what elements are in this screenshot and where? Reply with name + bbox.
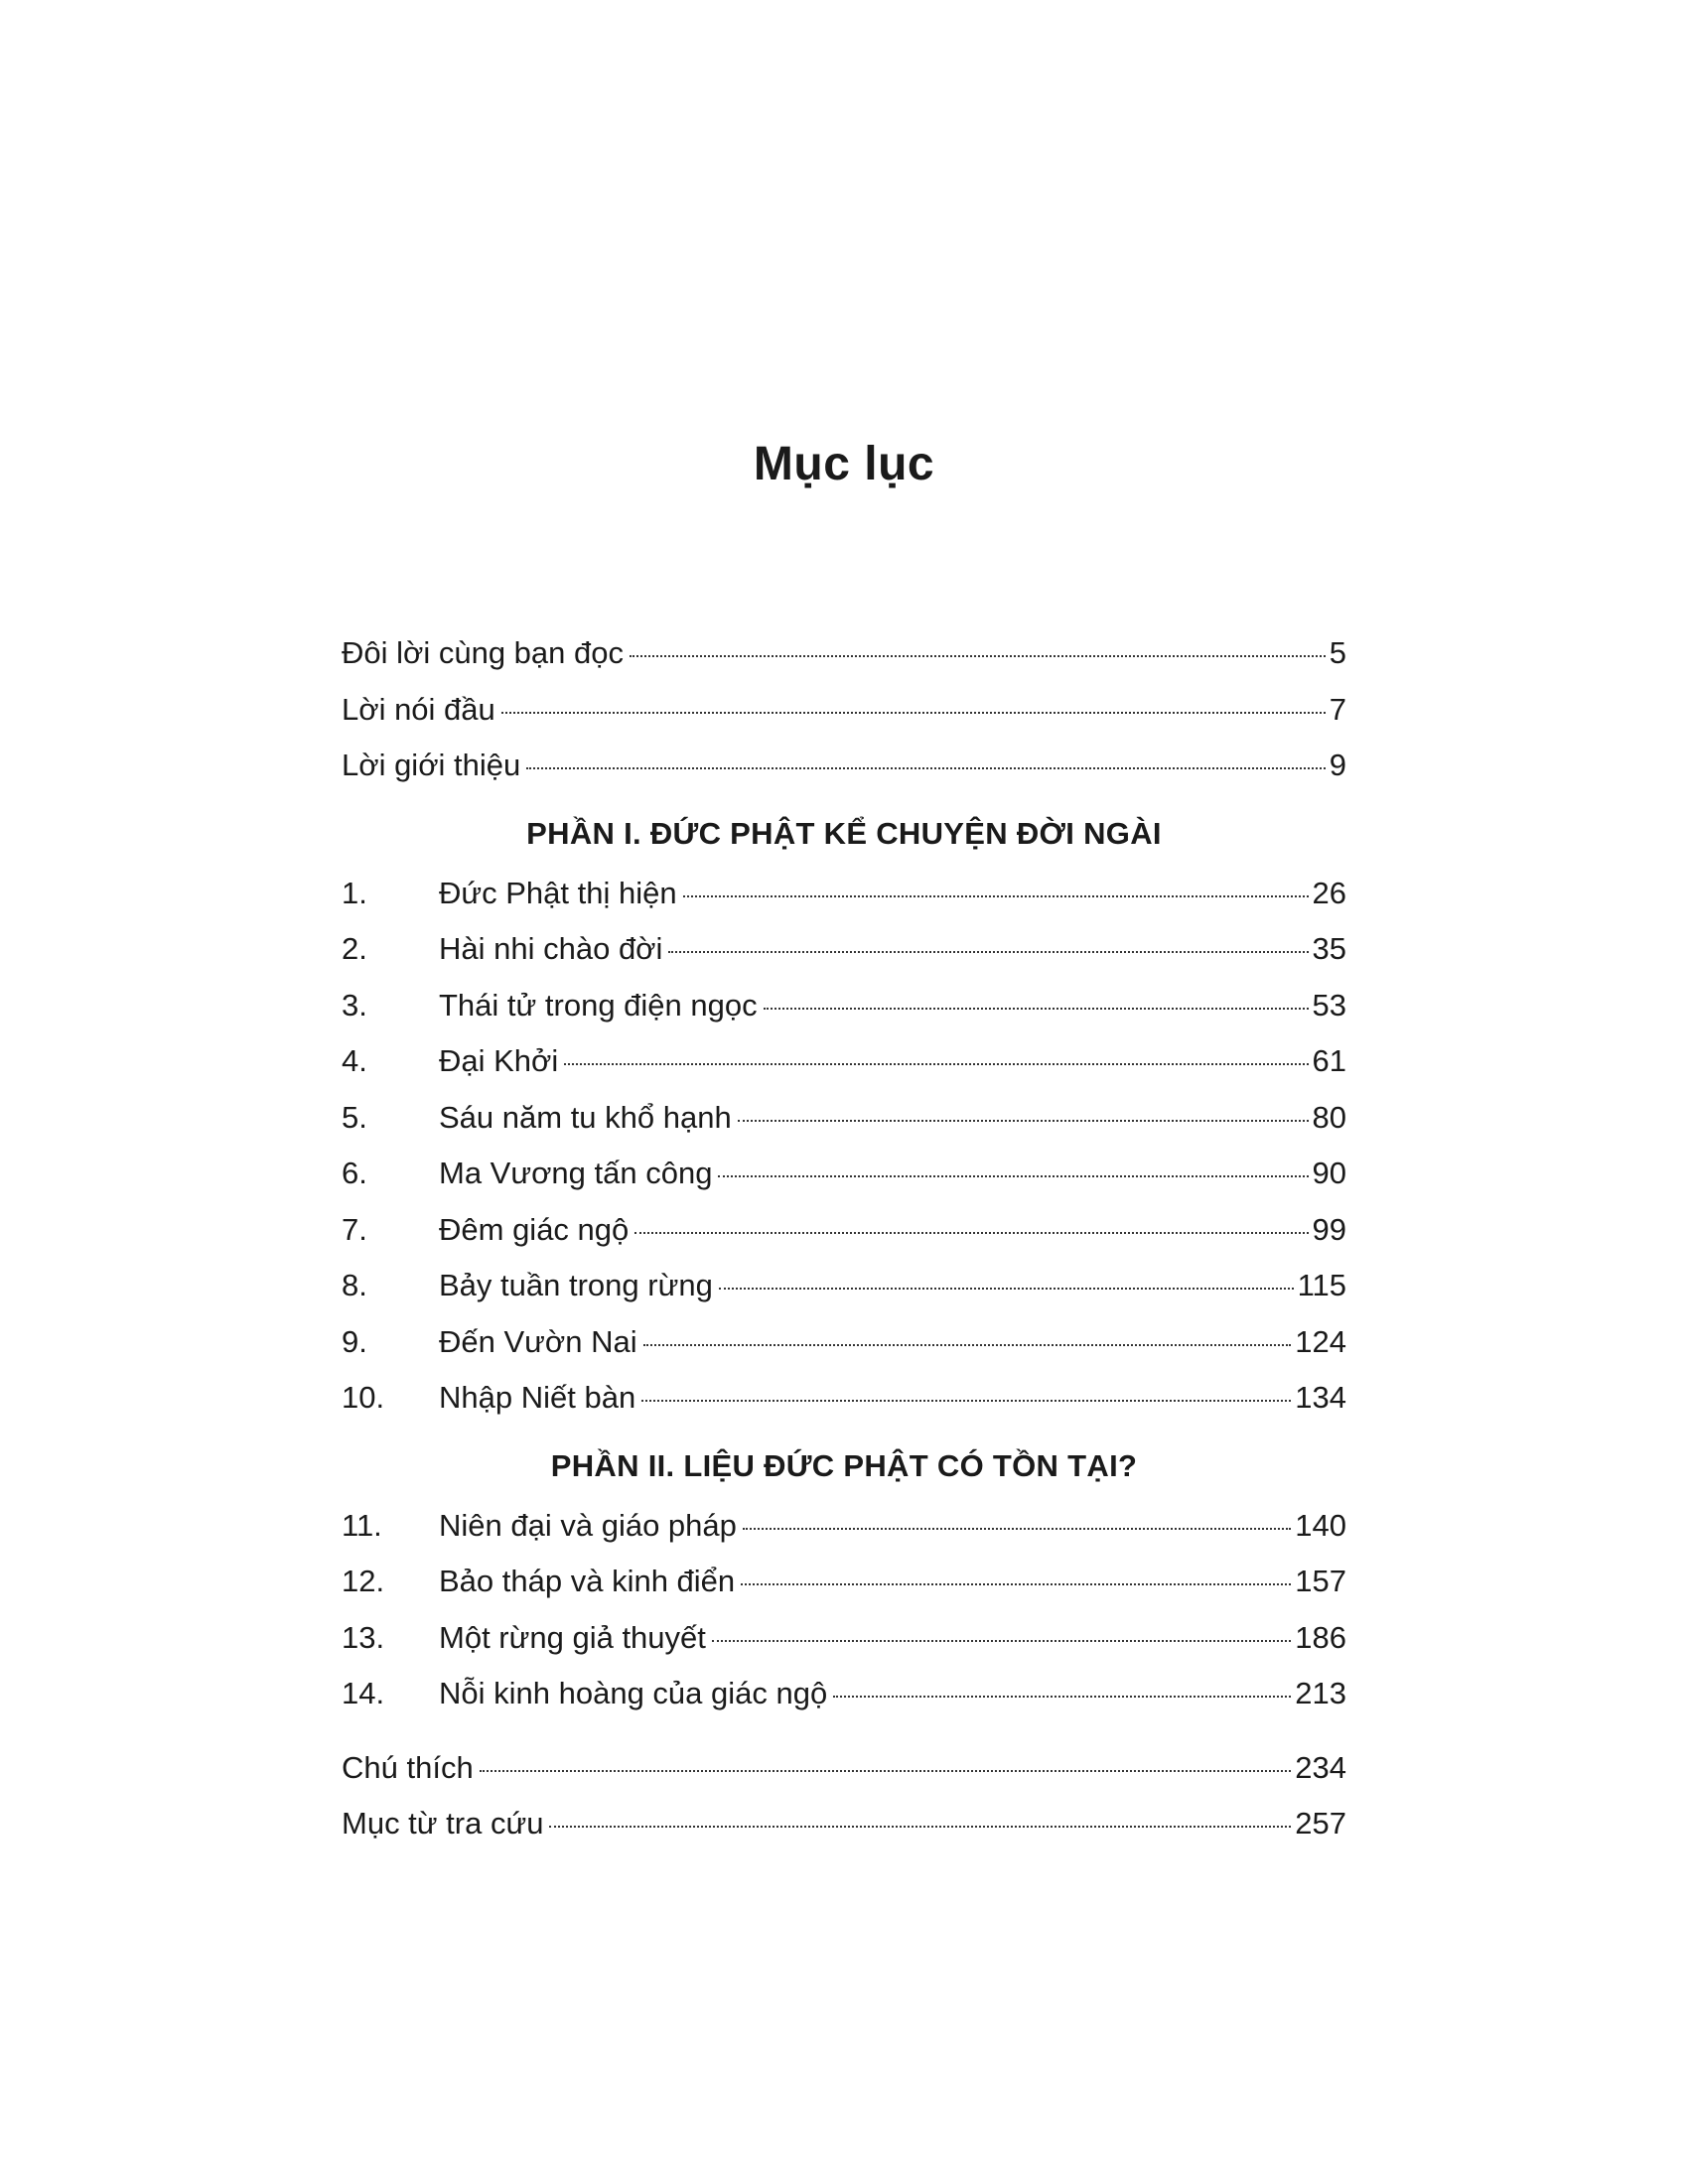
toc-entry-page: 53: [1312, 987, 1346, 1023]
toc-entry-page: 99: [1312, 1211, 1346, 1247]
part2-heading: PHẦN II. LIỆU ĐỨC PHẬT CÓ TỒN TẠI?: [550, 1447, 1138, 1483]
toc-entry-title: Niên đại và giáo pháp: [439, 1507, 737, 1543]
dot-leader: [480, 1770, 1292, 1772]
toc-entry-page: 90: [1312, 1156, 1346, 1190]
toc-entry-page: 61: [1312, 1043, 1346, 1078]
toc-entry-title: Bảy tuần trong rừng: [439, 1268, 713, 1302]
toc-entry-chapter-7[interactable]: [342, 1202, 1346, 1259]
toc-entry-page: 134: [1295, 1380, 1346, 1415]
toc-entry-chapter-1[interactable]: [342, 866, 1346, 922]
toc-entry-number: 12.: [342, 1564, 385, 1598]
toc-entry-number: 9.: [342, 1323, 367, 1359]
toc-entry-title: Lời nói đầu: [342, 691, 495, 727]
toc-entry-page: 80: [1312, 1099, 1346, 1135]
toc-entry-title: Đại Khởi: [439, 1043, 559, 1078]
toc-entry-number: 8.: [342, 1268, 367, 1302]
toc-entry-title: Chú thích: [342, 1749, 474, 1785]
toc-entry-title: Ma Vương tấn công: [439, 1156, 713, 1190]
toc-entry-chapter-11[interactable]: [342, 1498, 1346, 1555]
toc-entry-page: 213: [1295, 1676, 1346, 1710]
toc-entry-chapter-5[interactable]: [342, 1090, 1346, 1147]
dot-leader: [719, 1288, 1294, 1290]
toc-entry-page: 234: [1295, 1749, 1346, 1785]
dot-leader: [668, 951, 1308, 953]
toc-entry-number: 4.: [342, 1043, 367, 1078]
toc-entry-page: 5: [1329, 635, 1346, 670]
dot-leader: [564, 1063, 1308, 1065]
toc-entry-chapter-6[interactable]: [342, 1146, 1346, 1202]
toc-entry-front-1[interactable]: [342, 625, 1346, 682]
dot-leader: [641, 1400, 1291, 1402]
toc-entry-page: 157: [1295, 1564, 1346, 1598]
toc-entry-chapter-14[interactable]: [342, 1666, 1346, 1722]
toc-entry-chapter-4[interactable]: [342, 1033, 1346, 1090]
toc-entry-front-2[interactable]: [342, 682, 1346, 739]
part1-heading: PHẦN I. ĐỨC PHẬT KỂ CHUYỆN ĐỜI NGÀI: [526, 815, 1162, 851]
dot-leader: [743, 1528, 1291, 1530]
toc-entry-back-1[interactable]: [342, 1740, 1346, 1797]
toc-entry-title: Thái tử trong điện ngọc: [439, 987, 758, 1023]
toc-entry-chapter-9[interactable]: [342, 1314, 1346, 1371]
toc-entry-title: Nhập Niết bàn: [439, 1380, 636, 1415]
dot-leader: [764, 1008, 1309, 1010]
toc-entry-number: 14.: [342, 1676, 385, 1710]
toc-entry-number: 10.: [342, 1380, 385, 1415]
dot-leader: [833, 1696, 1291, 1698]
toc-entry-chapter-2[interactable]: [342, 921, 1346, 978]
toc-entry-title: Đêm giác ngộ: [439, 1211, 630, 1247]
toc-entry-page: 186: [1295, 1619, 1346, 1655]
toc-entry-title: Đến Vườn Nai: [439, 1323, 637, 1359]
toc-entry-title: Bảo tháp và kinh điển: [439, 1564, 736, 1598]
toc-entry-title: Sáu năm tu khổ hạnh: [439, 1099, 732, 1135]
toc-entry-title: Đức Phật thị hiện: [439, 875, 677, 910]
toc-entry-title: Hài nhi chào đời: [439, 931, 663, 966]
toc-entry-page: 140: [1295, 1507, 1346, 1543]
toc-entry-number: 1.: [342, 875, 367, 910]
toc-entry-page: 7: [1329, 691, 1346, 727]
toc-entry-page: 35: [1312, 931, 1346, 966]
toc-entry-number: 13.: [342, 1619, 385, 1655]
toc-entry-title: Lời giới thiệu: [342, 748, 521, 782]
toc-entry-number: 7.: [342, 1211, 367, 1247]
toc-entry-chapter-3[interactable]: [342, 978, 1346, 1034]
toc-entry-chapter-12[interactable]: [342, 1554, 1346, 1610]
toc-entry-chapter-13[interactable]: [342, 1610, 1346, 1667]
table-of-contents: [342, 625, 1346, 1852]
dot-leader: [712, 1640, 1291, 1642]
dot-leader: [738, 1120, 1309, 1122]
dot-leader: [526, 767, 1326, 769]
toc-entry-number: 11.: [342, 1507, 382, 1543]
toc-entry-title: Nỗi kinh hoàng của giác ngộ: [439, 1676, 828, 1710]
toc-entry-chapter-8[interactable]: [342, 1258, 1346, 1314]
toc-entry-chapter-10[interactable]: [342, 1370, 1346, 1427]
toc-entry-page: 124: [1295, 1323, 1346, 1359]
dot-leader: [549, 1826, 1291, 1828]
dot-leader: [501, 712, 1326, 714]
toc-entry-title: Mục từ tra cứu: [342, 1806, 544, 1841]
dot-leader: [634, 1232, 1308, 1234]
dot-leader: [643, 1344, 1292, 1346]
dot-leader: [630, 655, 1326, 657]
toc-entry-page: 26: [1312, 875, 1346, 910]
dot-leader: [741, 1583, 1291, 1585]
toc-entry-page: 257: [1295, 1806, 1346, 1841]
toc-entry-number: 3.: [342, 987, 367, 1023]
dot-leader: [718, 1175, 1308, 1177]
toc-entry-page: 115: [1297, 1268, 1346, 1302]
page-title: Mục lục: [753, 438, 935, 490]
toc-entry-number: 5.: [342, 1099, 367, 1135]
section-gap: [342, 1722, 1346, 1740]
toc-entry-number: 2.: [342, 931, 367, 966]
toc-entry-title: Đôi lời cùng bạn đọc: [342, 635, 624, 670]
toc-entry-number: 6.: [342, 1156, 367, 1190]
toc-entry-title: Một rừng giả thuyết: [439, 1619, 706, 1655]
dot-leader: [683, 895, 1309, 897]
toc-entry-page: 9: [1329, 748, 1346, 782]
toc-entry-back-2[interactable]: [342, 1796, 1346, 1852]
toc-entry-front-3[interactable]: [342, 738, 1346, 794]
